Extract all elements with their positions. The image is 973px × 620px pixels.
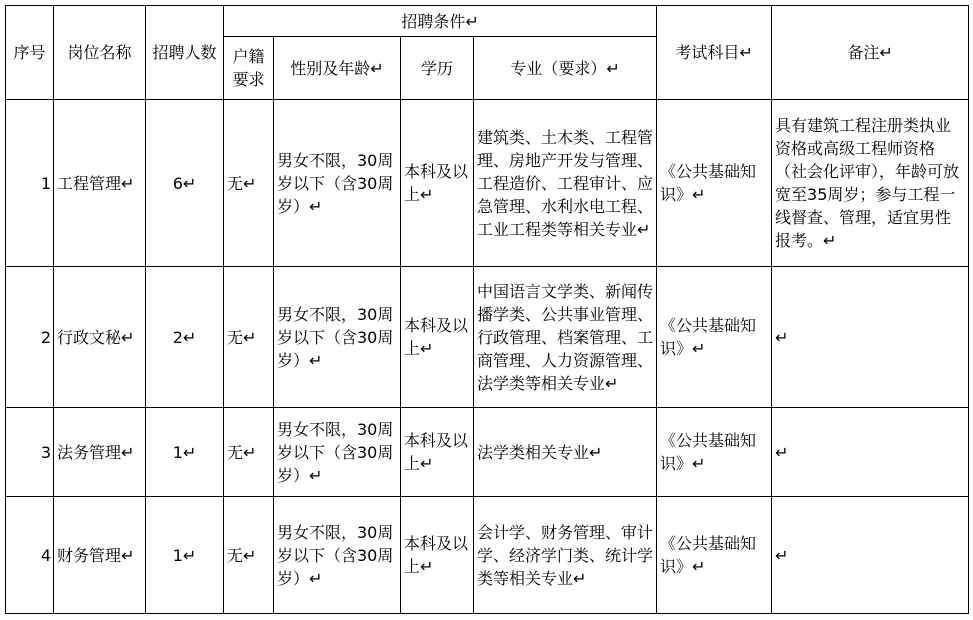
table-row [6, 497, 969, 614]
cell-gender-age: 男女不限，30周岁以下（含30周岁）↵ [274, 267, 401, 408]
cell-remarks: ↵ [772, 408, 969, 497]
header-row [6, 6, 969, 37]
table-row [6, 100, 969, 267]
cell-position: 法务管理↵ [54, 408, 146, 497]
cell-count: 2↵ [146, 267, 224, 408]
cell-huji: 无↵ [224, 100, 274, 267]
cell-remarks: 具有建筑工程注册类执业资格或高级工程师资格（社会化评审），年龄可放宽至35周岁；参与工程一线督查、管理，适宜男性报考。↵ [772, 100, 969, 267]
cell-count: 6↵ [146, 100, 224, 267]
cell-seq: 2 [6, 267, 54, 408]
cell-count: 1↵ [146, 408, 224, 497]
header-gender-age: 性别及年龄↵ [274, 37, 401, 100]
cell-gender-age: 男女不限，30周岁以下（含30周岁）↵ [274, 408, 401, 497]
cell-remarks: ↵ [772, 267, 969, 408]
cell-education: 本科及以上↵ [401, 408, 474, 497]
cell-gender-age: 男女不限，30周岁以下（含30周岁）↵ [274, 100, 401, 267]
header-seq: 序号 [6, 6, 54, 100]
header-exam: 考试科目↵ [657, 6, 772, 100]
recruitment-table [5, 5, 969, 614]
cell-seq: 4 [6, 497, 54, 614]
header-huji: 户籍要求 [224, 37, 274, 100]
header-major: 专业（要求）↵ [474, 37, 657, 100]
cell-education: 本科及以上↵ [401, 497, 474, 614]
cell-position: 工程管理↵ [54, 100, 146, 267]
cell-position: 行政文秘↵ [54, 267, 146, 408]
cell-major: 会计学、财务管理、审计学、经济学门类、统计学类等相关专业↵ [474, 497, 657, 614]
header-conditions: 招聘条件↵ [224, 6, 657, 37]
cell-major: 中国语言文学类、新闻传播学类、公共事业管理、行政管理、档案管理、工商管理、人力资源管理、法学类等相关专业↵ [474, 267, 657, 408]
cell-huji: 无↵ [224, 267, 274, 408]
cell-exam: 《公共基础知识》↵ [657, 497, 772, 614]
cell-seq: 3 [6, 408, 54, 497]
cell-education: 本科及以上↵ [401, 267, 474, 408]
header-count: 招聘人数 [146, 6, 224, 100]
header-position: 岗位名称 [54, 6, 146, 100]
cell-position: 财务管理↵ [54, 497, 146, 614]
cell-education: 本科及以上↵ [401, 100, 474, 267]
cell-remarks: ↵ [772, 497, 969, 614]
cell-major: 法学类相关专业↵ [474, 408, 657, 497]
cell-seq: 1 [6, 100, 54, 267]
cell-count: 1↵ [146, 497, 224, 614]
cell-exam: 《公共基础知识》↵ [657, 100, 772, 267]
header-education: 学历 [401, 37, 474, 100]
table-row [6, 267, 969, 408]
header-remarks: 备注↵ [772, 6, 969, 100]
cell-gender-age: 男女不限，30周岁以下（含30周岁）↵ [274, 497, 401, 614]
cell-huji: 无↵ [224, 497, 274, 614]
cell-huji: 无↵ [224, 408, 274, 497]
cell-exam: 《公共基础知识》↵ [657, 408, 772, 497]
cell-major: 建筑类、土木类、工程管理、房地产开发与管理、工程造价、工程审计、应急管理、水利水电工程、工业工程类等相关专业↵ [474, 100, 657, 267]
table-row [6, 408, 969, 497]
cell-exam: 《公共基础知识》↵ [657, 267, 772, 408]
